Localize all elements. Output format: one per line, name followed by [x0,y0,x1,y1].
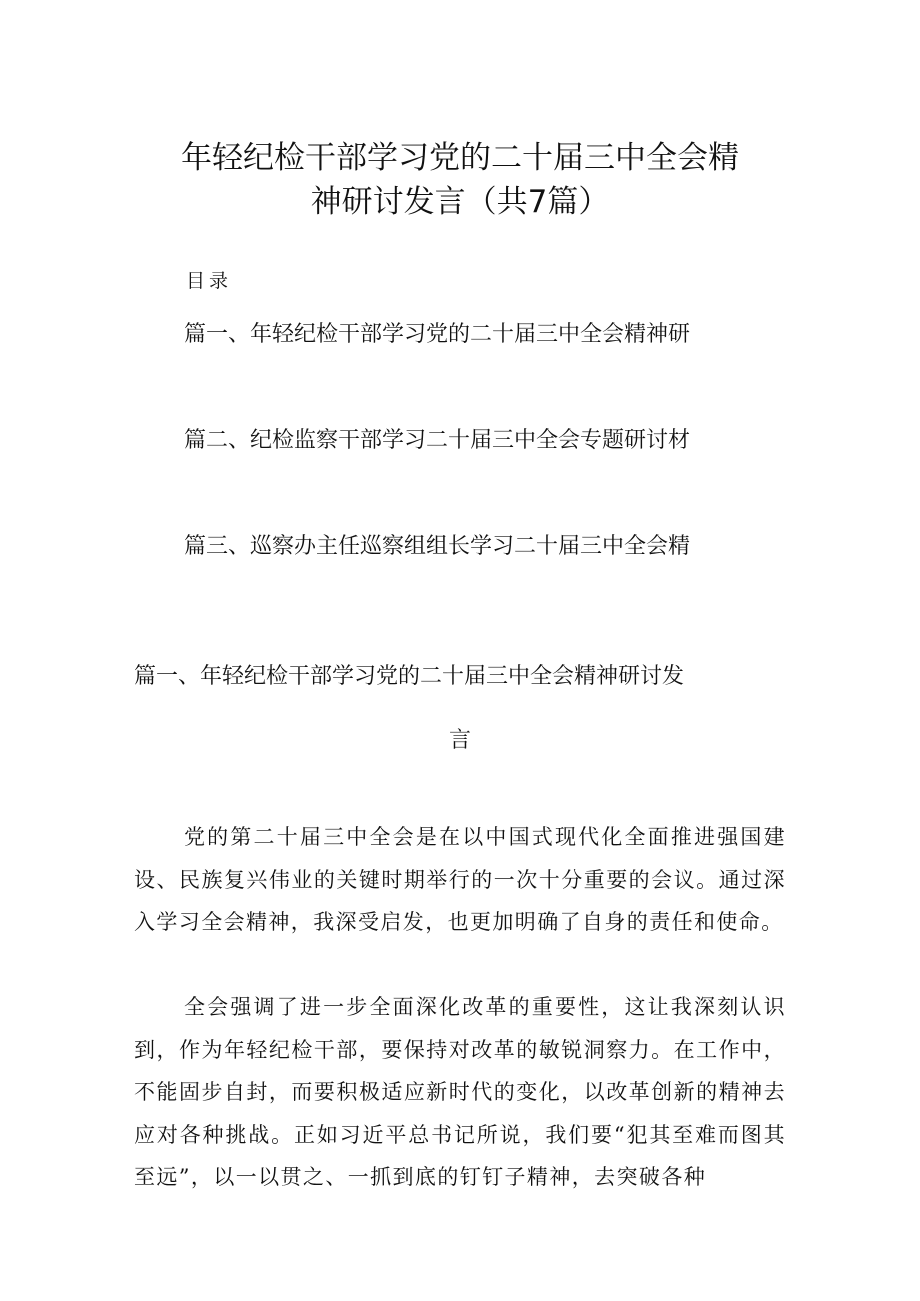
body-paragraph-2: 全会强调了进一步全面深化改革的重要性，这让我深刻认识到，作为年轻纪检干部，要保持对改革的敏锐洞察力。在工作中，不能固步自封，而要积极适应新时代的变化，以改革创新的精神去应对各种挑战。正如习近平总书记所说，我们要“犯其至难而图其至远”，以一以贯之、一抓到底的钉钉子精神，去突破各种 [134,995,786,1189]
toc-item-2[interactable]: 篇二、纪检监察干部学习二十届三中全会专题研讨材 [184,428,691,453]
toc-item-1[interactable]: 篇一、年轻纪检干部学习党的二十届三中全会精神研 [184,322,691,347]
toc-heading: 目录 [186,270,233,292]
body-paragraph-1: 党的第二十届三中全会是在以中国式现代化全面推进强国建设、民族复兴伟业的关键时期举行的一次十分重要的会议。通过深入学习全会精神，我深受启发，也更加明确了自身的责任和使命。 [134,825,786,934]
section-heading-line-1: 篇一、年轻纪检干部学习党的二十届三中全会精神研讨发 [134,664,685,689]
document-title-line-2: 神研讨发言（共7篇） [310,184,610,220]
toc-item-3[interactable]: 篇三、巡察办主任巡察组组长学习二十届三中全会精 [184,534,691,559]
section-heading-line-2: 言 [448,728,471,753]
document-title-line-1: 年轻纪检干部学习党的二十届三中全会精 [181,140,739,176]
